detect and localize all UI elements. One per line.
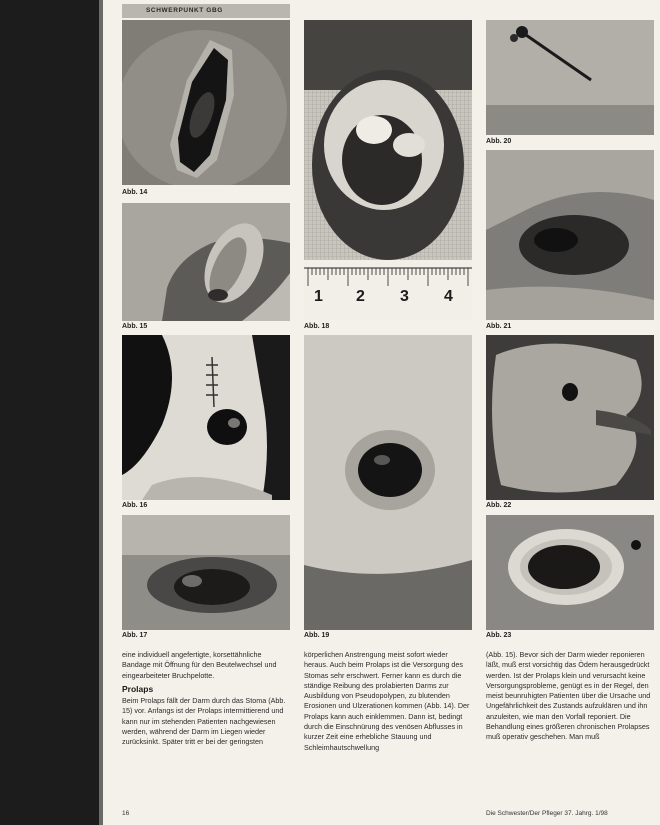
caption-abb-16: Abb. 16 [122, 502, 148, 509]
figure-20-photo [486, 20, 654, 135]
caption-abb-18: Abb. 18 [304, 323, 330, 330]
section-banner: SCHWERPUNKT GBG [122, 4, 290, 18]
figure-22-photo [486, 335, 654, 500]
intro-paragraph: eine individuell angefertigte, korsettähnliche Bandage mit Öffnung für den Beutelwechsel und eingearbeiteter Bruchpelotte. [122, 650, 277, 680]
figure-14-photo [122, 20, 290, 185]
ruler-label-2: 2 [356, 288, 365, 305]
text-column-3 [486, 650, 654, 743]
caption-abb-21: Abb. 21 [486, 323, 512, 330]
figure-15-photo [122, 203, 290, 321]
page-number: 16 [122, 810, 130, 817]
prolaps-heading: Prolaps [122, 683, 154, 694]
dark-page-margin [0, 0, 99, 825]
caption-abb-15: Abb. 15 [122, 323, 148, 330]
caption-abb-20: Abb. 20 [486, 138, 512, 145]
caption-abb-23: Abb. 23 [486, 632, 512, 639]
prolaps-paragraph: Beim Prolaps fällt der Darm durch das Stoma (Abb. 15) vor. Anfangs ist der Prolaps intermittierend und kann nur im stehenden Patienten nachgewiesen werden, während der Darm im Liegen wieder zurücksinkt. Später tritt er bei der geringsten [122, 696, 286, 747]
column-3-paragraph: (Abb. 15). Bevor sich der Darm wieder reponieren läßt, muß erst vorsichtig das Ödem herausgedrückt werden. Ist der Prolaps klein und verursacht keine Versorgungsprobleme, genügt es in der Regel, den meist beunruhigten Patienten über die Ursache und Ungefährlichkeit des Zustands aufzuklären und ihn anzuleiten, wie man den Vorfall reponiert. Die Behandlung eines größeren chronischen Prolapses muß operativ geschehen. Man muß [486, 650, 651, 742]
figure-16-photo [122, 335, 290, 500]
figure-17-photo [122, 515, 290, 630]
journal-footer: Die Schwester/Der Pfleger 37. Jahrg. 1/98 [486, 810, 608, 817]
caption-abb-14: Abb. 14 [122, 189, 148, 196]
figure-21-photo [486, 150, 654, 320]
ruler-label-4: 4 [444, 288, 453, 305]
caption-abb-19: Abb. 19 [304, 632, 330, 639]
caption-abb-22: Abb. 22 [486, 502, 512, 509]
figure-19-photo [304, 335, 472, 630]
figure-18-photo [304, 20, 472, 320]
text-column-1 [122, 650, 290, 748]
figure-23-photo [486, 515, 654, 630]
text-column-2 [304, 650, 472, 753]
caption-abb-17: Abb. 17 [122, 632, 148, 639]
ruler-label-1: 1 [314, 288, 323, 305]
ruler-label-3: 3 [400, 288, 409, 305]
column-2-paragraph: körperlichen Anstrengung meist sofort wieder heraus. Auch beim Prolaps ist die Versorgung des Stomas sehr erschwert. Ferner kann es durch die ständige Reibung des prolabierten Darms zur Ausbildung von Pseudopolypen, zu blutenden Erosionen und Ulzerationen kommen (Abb. 14). Der Prolaps kann auch einklemmen. Dann ist, bedingt durch die Einschnürung des venösen Abflusses in kurzer Zeit eine erhebliche Stauung und Schleimhautschwellung [304, 650, 470, 752]
page-edge-shadow [99, 0, 103, 825]
